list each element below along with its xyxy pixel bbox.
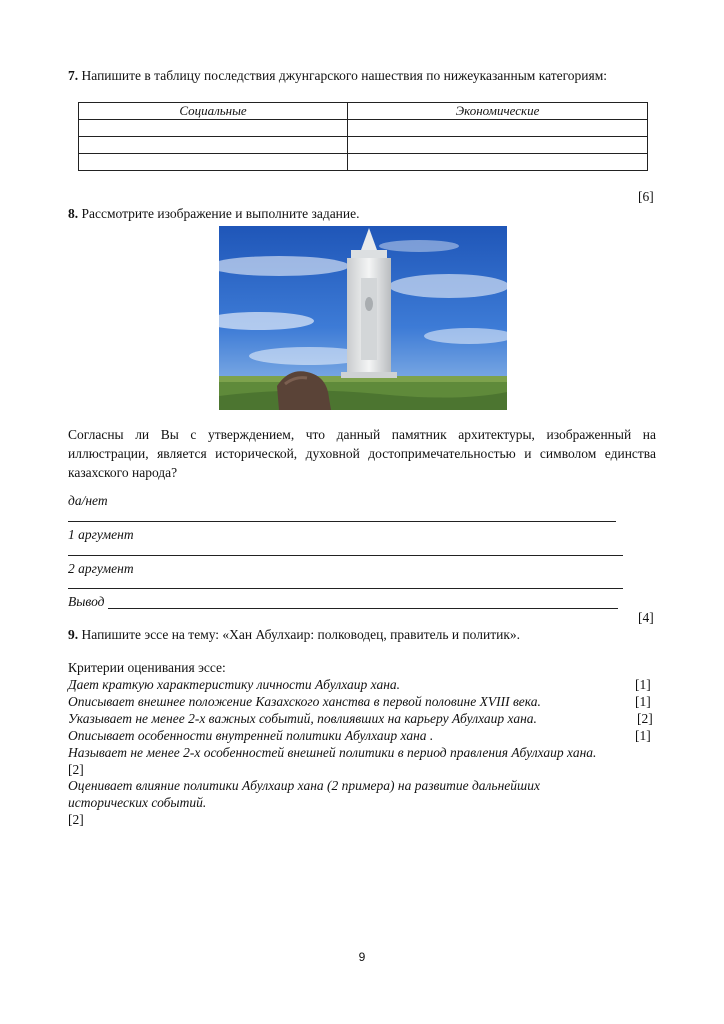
criterion-text: Указывает не менее 2-х важных событий, повлиявших на карьеру Абулхаир хана. [68,711,537,726]
q8-number: 8. [68,206,79,221]
q8-question: Согласны ли Вы с утверждением, что данный памятник архитектуры, изображенный на иллюстрации, является исторической, духовной достопримечательностью и символом единства казахского народа? [68,427,656,480]
answer-label-arg1: 1 аргумент [68,527,134,542]
criterion-score: [2] [68,812,84,827]
criterion-text: Дает краткую характеристику личности Абулхаир хана. [68,677,401,692]
answer-line-conclusion[interactable] [108,608,618,609]
criterion-score: [2] [637,711,653,726]
answer-line-arg2[interactable] [68,588,623,589]
table-row [79,137,648,154]
table-cell[interactable] [348,120,648,137]
column-header-economic: Экономические [348,103,648,120]
answer-label-conclusion: Вывод [68,594,105,609]
q7-text: Напишите в таблицу последствия джунгарского нашествия по нижеуказанным категориям: [81,68,608,83]
q9-number: 9. [68,627,79,642]
criterion-score: [2] [68,762,84,777]
table-cell[interactable] [348,154,648,171]
criterion-score: [1] [635,677,651,692]
q7-number: 7. [68,68,79,83]
q8-score: [4] [638,610,654,625]
criterion-score: [1] [635,728,651,743]
criterion-score: [1] [635,694,651,709]
q7-consequences-table [78,102,648,171]
q9-heading [68,627,520,643]
q8-text: Рассмотрите изображение и выполните задание. [81,206,360,221]
page-number: 9 [358,950,366,964]
table-row [79,120,648,137]
q8-heading [68,206,360,222]
criterion-text: Описывает внешнее положение Казахского ханства в первой половине XVIII века. [68,694,541,709]
monument-photo [219,226,507,410]
table-cell[interactable] [348,137,648,154]
criteria-title: Критерии оценивания эссе: [68,660,226,675]
answer-label-arg2: 2 аргумент [68,561,134,576]
table-header-row [79,103,648,120]
table-cell[interactable] [79,154,348,171]
answer-line-yes-no[interactable] [68,521,616,522]
criterion-text: Называет не менее 2-х особенностей внешней политики в период правления Абулхаир хана. [68,745,597,760]
table-row [79,154,648,171]
criterion-text: Описывает особенности внутренней политики Абулхаир хана . [68,728,434,743]
criterion-text-continued: исторических событий. [68,795,207,810]
q7-heading [68,68,607,84]
table-cell[interactable] [79,137,348,154]
answer-line-arg1[interactable] [68,555,623,556]
column-header-social: Социальные [79,103,348,120]
q9-text: Напишите эссе на тему: «Хан Абулхаир: полководец, правитель и политик». [81,627,521,642]
answer-label-yes-no: да/нет [68,493,108,508]
criterion-text: Оценивает влияние политики Абулхаир хана (2 примера) на развитие дальнейших [68,778,540,793]
table-cell[interactable] [79,120,348,137]
q7-score: [6] [638,189,654,204]
